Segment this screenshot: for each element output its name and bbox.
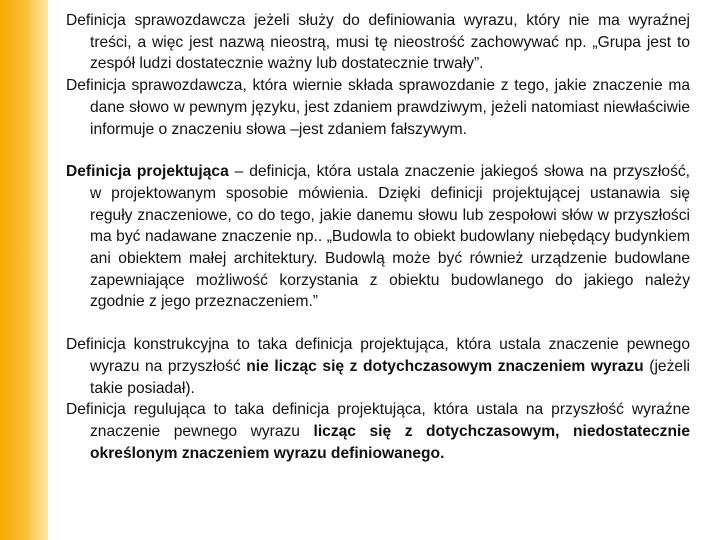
paragraph-tail: (jeżeli takie posiadał).: [90, 357, 691, 397]
paragraph-definicja-sprawozdawcza-nieostra: [66, 10, 690, 75]
paragraph-text: Definicja sprawozdawcza, która wiernie składa sprawozdanie z tego, jakie znaczenie ma dane słowo w pewnym języku, jest zdaniem prawdziwym, jeżeli natomiast niewłaściwie informuje o znaczeniu słowa –jest zdaniem fałszywym.: [66, 77, 690, 138]
slide-content: [66, 10, 690, 464]
emphasis-text: licząc się z dotychczasowym, niedostatecznie określonym znaczeniem wyrazu definiowanego.: [90, 422, 690, 462]
emphasis-text: nie licząc się z dotychczasowym znaczeniem wyrazu: [246, 357, 644, 375]
paragraph-definicja-konstrukcyjna: [66, 334, 690, 399]
paragraph-definicja-sprawozdawcza-prawdziwa: [66, 75, 690, 140]
paragraph-text: Definicja regulująca to taka definicja projektująca, która ustala na przyszłość wyraźne znaczenie pewnego wyrazu: [66, 401, 690, 440]
paragraph-text: Definicja sprawozdawcza jeżeli służy do definiowania wyrazu, który nie ma wyraźnej treści, a więc jest nazwą nieostrą, musi tę nieostrość zachowywać np. „Grupa jest to zespół ludzi dostatecznie ważny lub dostatecznie trwały”.: [66, 12, 690, 73]
paragraph-definicja-regulujaca: [66, 399, 690, 464]
paragraph-text: Definicja konstrukcyjna to taka definicja projektująca, która ustala znaczenie pewnego wyrazu na przyszłość: [66, 336, 690, 375]
paragraph-text: – definicja, która ustala znaczenie jakiegoś słowa na przyszłość, w projektowanym sposobie mówienia. Dzięki definicji projektującej ustanawia się reguły znaczeniowe, co do tego, jakie danemu słowu lub zespołowi słów w przyszłości ma być nadawane znaczenie np.. „Budowla to obiekt budowlany niebędący budynkiem ani obiektem małej architektury. Budowlą może być również urządzenie budowlane zapewniające możliwość korzystania z obiektu budowlanego do jakiego należy zgodnie z jego przeznaczeniem.”: [90, 163, 690, 311]
paragraph-definicja-projektujaca: [66, 161, 690, 313]
accent-bar: [0, 0, 48, 540]
term-definicja-projektujaca: Definicja projektująca: [66, 163, 229, 181]
